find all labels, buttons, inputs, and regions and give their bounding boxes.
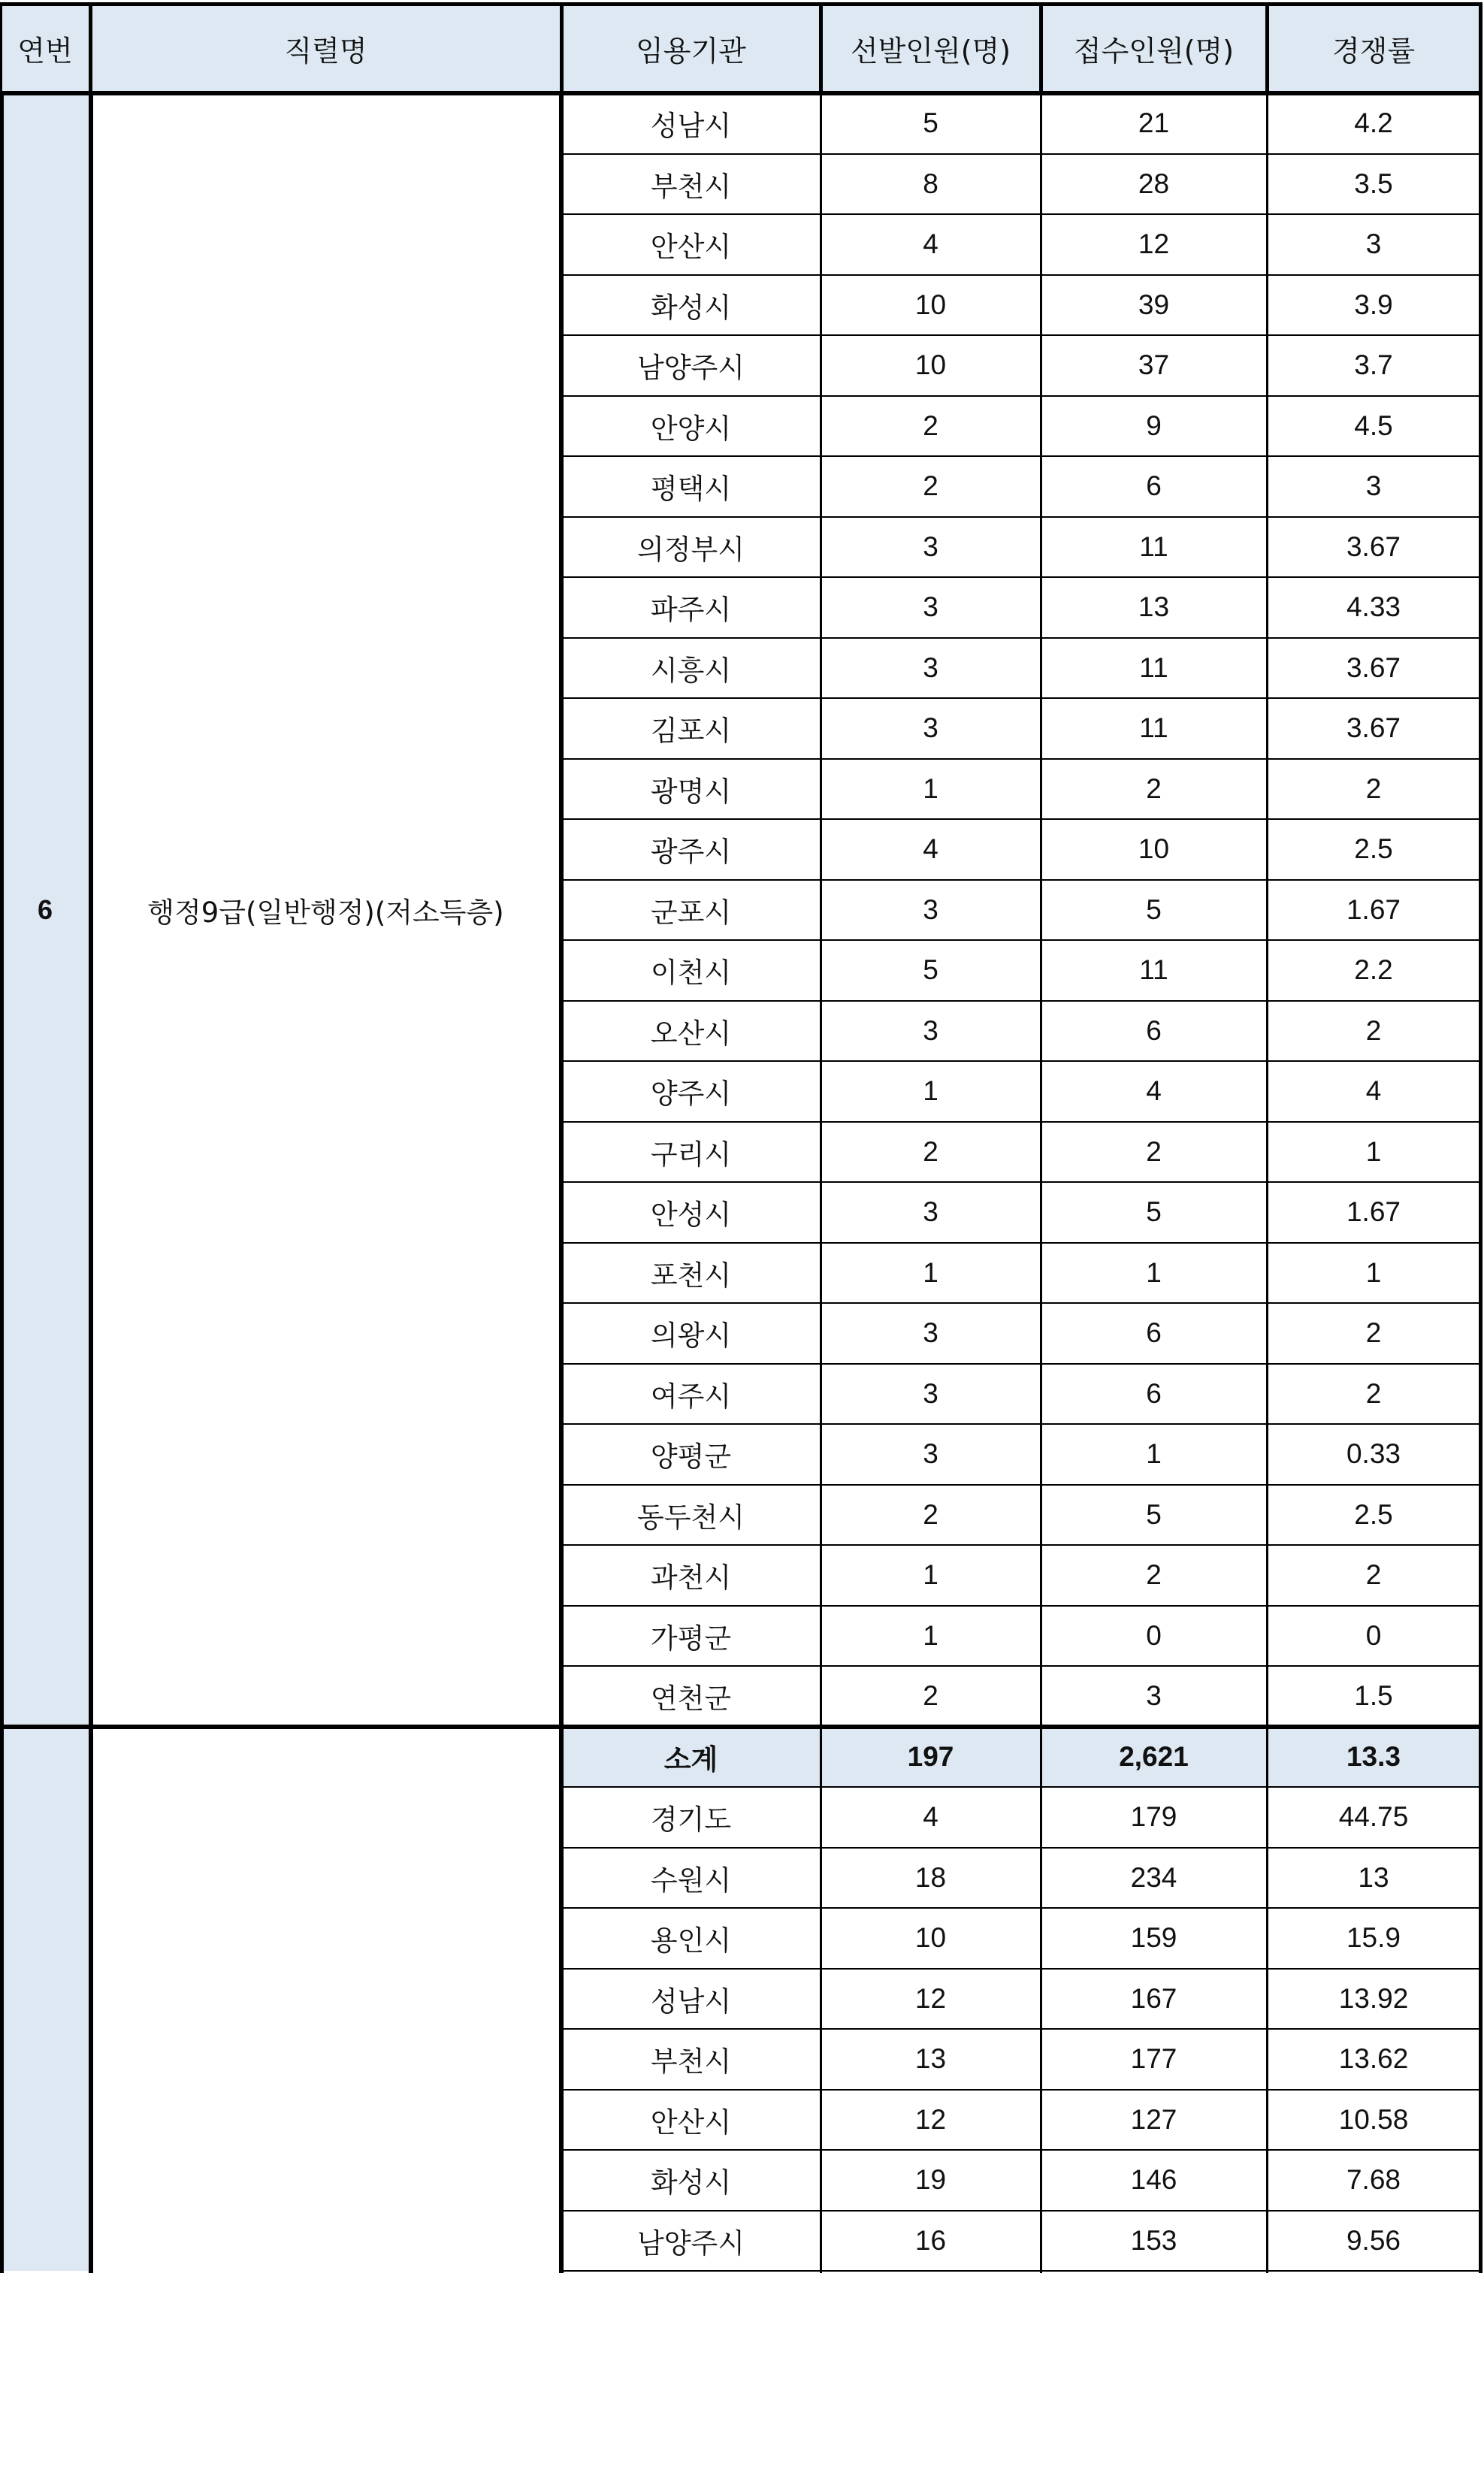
selected-count: 3 (923, 893, 938, 925)
org-cell: 구리시 (650, 1138, 732, 1171)
selected-column-border (1040, 93, 1042, 2273)
competition-rate: 2 (1365, 772, 1382, 804)
selected-count: 10 (914, 1922, 947, 1954)
selected-count: 19 (914, 2164, 947, 2196)
selected-count: 12 (914, 2103, 947, 2135)
selected-count: 3 (923, 591, 938, 623)
applied-count: 167 (1130, 1982, 1177, 2014)
left-border (0, 93, 4, 2273)
subtotal-selected: 197 (821, 1727, 1041, 1788)
applied-count: 2 (1146, 1135, 1162, 1167)
applied-count: 28 (1138, 168, 1170, 199)
header-applied: 접수인원(명) (1041, 4, 1267, 93)
header-seq: 연번 (0, 4, 90, 93)
competition-rate: 3.7 (1354, 349, 1393, 381)
org-cell: 성남시 (650, 110, 732, 143)
applied-count: 2 (1146, 772, 1162, 804)
org-cell: 양주시 (650, 1078, 732, 1111)
selected-count: 3 (923, 1196, 938, 1228)
applied-count: 11 (1139, 652, 1168, 683)
selected-count: 3 (923, 712, 938, 744)
job-title-cell (90, 1727, 561, 2272)
competition-rate: 3 (1365, 470, 1382, 502)
selected-count: 2 (923, 410, 938, 441)
org-cell: 양평군 (650, 1441, 732, 1474)
applied-count: 1 (1146, 1438, 1162, 1470)
applied-count: 11 (1139, 954, 1168, 986)
competition-rate: 2 (1365, 1377, 1382, 1409)
applied-count: 6 (1146, 470, 1162, 502)
selected-count: 1 (923, 1619, 938, 1651)
applied-count: 153 (1130, 2224, 1177, 2256)
selected-count: 3 (923, 652, 938, 683)
applied-count: 13 (1138, 591, 1170, 623)
org-cell: 연천군 (650, 1682, 732, 1716)
selected-count: 5 (923, 107, 938, 139)
header-column-border (89, 4, 92, 93)
org-cell: 오산시 (650, 1017, 732, 1050)
competition-rate: 3.67 (1346, 531, 1401, 562)
applied-count: 179 (1130, 1801, 1177, 1833)
seq-number-cell (0, 1727, 90, 2272)
competition-rate: 3.67 (1346, 712, 1401, 744)
org-cell: 남양주시 (637, 2227, 745, 2260)
applied-count: 6 (1146, 1014, 1162, 1046)
org-cell: 수원시 (650, 1864, 732, 1897)
competition-rate: 44.75 (1338, 1801, 1409, 1833)
header-bottom-border (0, 91, 1482, 95)
job-column-border (559, 93, 564, 2273)
competition-rate: 9.56 (1346, 2224, 1401, 2256)
org-cell: 시흥시 (650, 654, 732, 687)
org-cell: 안산시 (650, 231, 732, 264)
applied-count: 11 (1139, 712, 1168, 744)
applied-count: 159 (1130, 1922, 1177, 1954)
header-job-title: 직렬명 (90, 4, 561, 93)
org-cell: 광명시 (650, 775, 732, 808)
selected-count: 1 (923, 1559, 938, 1591)
org-cell: 파주시 (650, 594, 732, 627)
applied-count: 177 (1130, 2043, 1177, 2075)
org-cell: 가평군 (650, 1622, 732, 1655)
org-cell: 성남시 (650, 1985, 732, 2018)
selected-count: 3 (923, 1377, 938, 1409)
org-cell: 의정부시 (637, 533, 745, 566)
org-cell: 광주시 (650, 836, 732, 869)
applied-count: 0 (1146, 1619, 1162, 1651)
header-top-border (0, 2, 1482, 6)
applied-count: 2 (1146, 1559, 1162, 1591)
selected-count: 13 (914, 2043, 947, 2075)
org-cell: 부천시 (650, 2045, 732, 2079)
competition-rate: 2.5 (1354, 1498, 1393, 1530)
org-cell: 과천시 (650, 1562, 732, 1595)
selected-count: 10 (914, 289, 947, 320)
applied-count: 11 (1139, 531, 1168, 562)
applied-count: 12 (1138, 228, 1170, 260)
selected-count: 3 (923, 1317, 938, 1349)
applied-count: 5 (1146, 1196, 1162, 1228)
selected-count: 4 (923, 1801, 938, 1833)
applied-count: 5 (1146, 893, 1162, 925)
applied-count: 3 (1146, 1680, 1162, 1712)
header-column-border (1479, 4, 1482, 93)
competition-rate: 1.5 (1354, 1680, 1393, 1712)
org-cell: 군포시 (650, 896, 732, 929)
competition-rate: 2.5 (1354, 833, 1393, 865)
competition-rate: 10.58 (1338, 2103, 1409, 2135)
header-column-border (0, 4, 2, 93)
selected-count: 3 (923, 1438, 938, 1470)
org-cell: 경기도 (650, 1803, 732, 1837)
competition-rate: 4.2 (1354, 107, 1393, 139)
applied-count: 10 (1138, 833, 1170, 865)
competition-rate: 4.5 (1354, 410, 1393, 441)
org-cell: 남양주시 (637, 352, 745, 385)
competition-rate: 3.5 (1354, 168, 1393, 199)
applied-count: 1 (1146, 1256, 1162, 1288)
applied-column-border (1266, 93, 1268, 2273)
subtotal-applied: 2,621 (1041, 1727, 1267, 1788)
selected-count: 8 (923, 168, 938, 199)
applied-count: 6 (1146, 1377, 1162, 1409)
org-column-border (820, 93, 822, 2273)
applied-count: 5 (1146, 1498, 1162, 1530)
group-separator (0, 1725, 1482, 1729)
selected-count: 4 (923, 833, 938, 865)
competition-rate: 2 (1365, 1014, 1382, 1046)
competition-rate: 4 (1365, 1075, 1382, 1107)
applied-count: 37 (1138, 349, 1170, 381)
header-org: 임용기관 (561, 4, 821, 93)
org-cell: 부천시 (650, 170, 732, 203)
competition-rate: 2.2 (1354, 954, 1393, 986)
subtotal-label: 소계 (561, 1727, 821, 1788)
competition-rate: 15.9 (1346, 1922, 1401, 1954)
selected-count: 10 (914, 349, 947, 381)
org-cell: 이천시 (650, 957, 732, 990)
applied-count: 127 (1130, 2103, 1177, 2135)
header-selected: 선발인원(명) (821, 4, 1041, 93)
selected-count: 2 (923, 1498, 938, 1530)
seq-column-border (89, 93, 93, 2273)
org-cell: 안산시 (650, 2106, 732, 2139)
job-title-cell: 행정9급(일반행정)(저소득층) (147, 896, 504, 929)
header-rate: 경쟁률 (1267, 4, 1480, 93)
applied-count: 6 (1146, 1317, 1162, 1349)
selected-count: 3 (923, 1014, 938, 1046)
selected-count: 3 (923, 531, 938, 562)
selected-count: 2 (923, 470, 938, 502)
applied-count: 146 (1130, 2164, 1177, 2196)
org-cell: 포천시 (650, 1259, 732, 1292)
org-cell: 김포시 (650, 715, 732, 748)
competition-rate: 3 (1365, 228, 1382, 260)
header-column-border (1039, 4, 1043, 93)
org-cell: 여주시 (650, 1380, 732, 1413)
selected-count: 2 (923, 1135, 938, 1167)
applied-count: 9 (1146, 410, 1162, 441)
competition-rate: 2 (1365, 1559, 1382, 1591)
org-cell: 화성시 (650, 291, 732, 324)
applied-count: 21 (1138, 107, 1170, 139)
right-border (1479, 93, 1482, 2273)
competition-rate: 1.67 (1346, 893, 1401, 925)
competition-rate: 13 (1358, 1861, 1389, 1893)
org-cell: 안양시 (650, 412, 732, 445)
row-separator (561, 2270, 1480, 2272)
competition-rate: 0.33 (1346, 1438, 1401, 1470)
header-column-border (819, 4, 823, 93)
competition-rate: 7.68 (1346, 2164, 1401, 2196)
header-column-border (560, 4, 564, 93)
competition-rate: 3.9 (1354, 289, 1393, 320)
competition-rate: 1 (1365, 1135, 1382, 1167)
selected-count: 5 (923, 954, 938, 986)
selected-count: 1 (923, 1256, 938, 1288)
applied-count: 4 (1146, 1075, 1162, 1107)
competition-rate: 4.33 (1346, 591, 1401, 623)
org-cell: 의왕시 (650, 1320, 732, 1353)
competition-rate: 13.92 (1338, 1982, 1409, 2014)
seq-number-cell: 6 (0, 93, 90, 1727)
competition-rate: 1 (1365, 1256, 1382, 1288)
competition-rate: 13.62 (1338, 2043, 1409, 2075)
competition-rate: 1.67 (1346, 1196, 1401, 1228)
selected-count: 18 (914, 1861, 947, 1893)
org-cell: 화성시 (650, 2166, 732, 2199)
applied-count: 39 (1138, 289, 1170, 320)
applied-count: 234 (1130, 1861, 1177, 1893)
selected-count: 4 (923, 228, 938, 260)
subtotal-rate: 13.3 (1267, 1727, 1480, 1788)
competition-rate: 3.67 (1346, 652, 1401, 683)
org-cell: 용인시 (650, 1924, 732, 1958)
selected-count: 2 (923, 1680, 938, 1712)
header-column-border (1265, 4, 1269, 93)
competition-rate: 0 (1365, 1619, 1382, 1651)
competition-rate: 2 (1365, 1317, 1382, 1349)
selected-count: 16 (914, 2224, 947, 2256)
org-cell: 평택시 (650, 473, 732, 506)
selected-count: 12 (914, 1982, 947, 2014)
org-cell: 안성시 (650, 1199, 732, 1232)
selected-count: 1 (923, 772, 938, 804)
org-cell: 동두천시 (637, 1501, 745, 1534)
selected-count: 1 (923, 1075, 938, 1107)
